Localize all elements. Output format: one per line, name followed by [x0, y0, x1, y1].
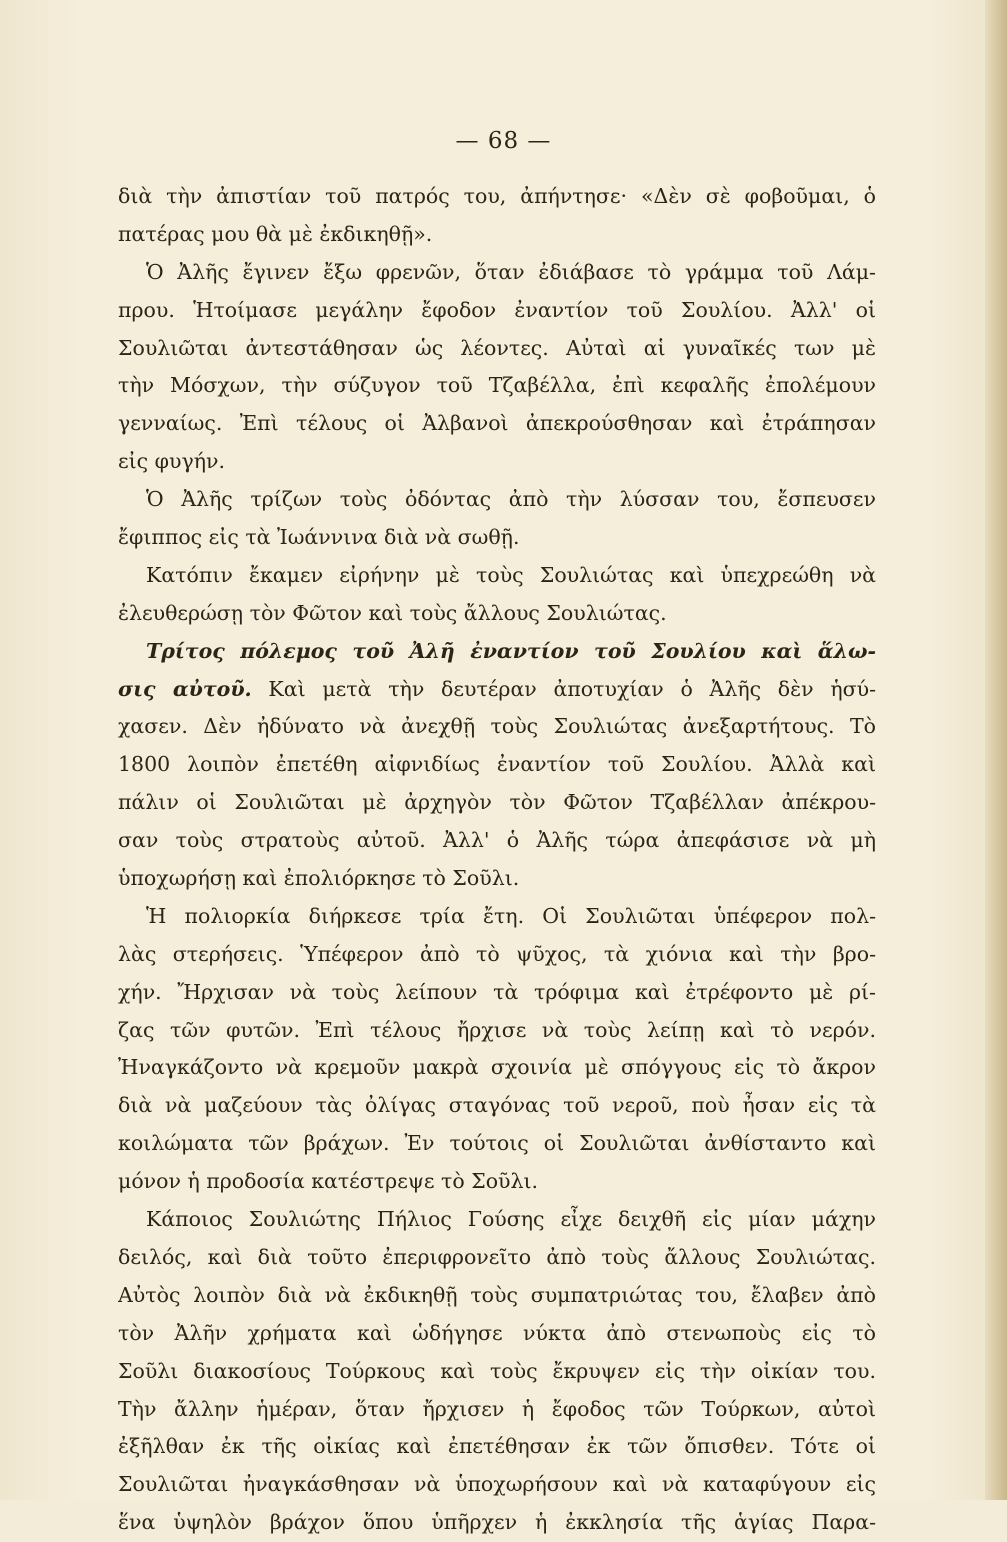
text-line: Κατόπιν ἔκαμεν εἰρήνην μὲ τοὺς Σουλιώτας καὶ ὑπεχρεώθη νὰ: [146, 562, 876, 587]
text-line: σαν τοὺς στρατοὺς αὐτοῦ. Ἀλλ' ὁ Ἀλῆς τώρα ἀπεφάσισε νὰ μὴ: [118, 828, 876, 853]
text-line: 1800 λοιπὸν ἐπετέθη αἰφνιδίως ἐναντίον τοῦ Σουλίου. Ἀλλὰ καὶ: [118, 752, 876, 777]
text-line: ἐξῆλθαν ἐκ τῆς οἰκίας καὶ ἐπετέθησαν ἐκ τῶν ὄπισθεν. Τότε οἱ: [118, 1434, 876, 1459]
text-line: λὰς στερήσεις. Ὑπέφερον ἀπὸ τὸ ψῦχος, τὰ χιόνια καὶ τὴν βρο-: [118, 941, 876, 966]
text-line: χασεν. Δὲν ἠδύνατο νὰ ἀνεχθῇ τοὺς Σουλιώτας ἀνεξαρτήτους. Τὸ: [118, 714, 876, 739]
section-heading: Τρίτος πόλεμος τοῦ Ἀλῆ ἐναντίον τοῦ Σουλίου καὶ ἅλω-: [146, 638, 876, 663]
text-line: ὑποχωρήσῃ καὶ ἐπολιόρκησε τὸ Σοῦλι.: [118, 866, 520, 891]
text-line: Σουλιῶται ἠναγκάσθησαν νὰ ὑποχωρήσουν καὶ νὰ καταφύγουν εἰς: [118, 1472, 876, 1497]
text-line: Ἡ πολιορκία διήρκεσε τρία ἔτη. Οἱ Σουλιῶται ὑπέφερον πολ-: [146, 903, 876, 928]
text-line: [118, 671, 876, 709]
text-line: τὸν Ἀλῆν χρήματα καὶ ὡδήγησε νύκτα ἀπὸ στενωποὺς εἰς τὸ: [118, 1320, 876, 1345]
text-line: Ὁ Ἀλῆς τρίζων τοὺς ὀδόντας ἀπὸ τὴν λύσσαν του, ἔσπευσεν: [146, 487, 876, 512]
text-line: Ὁ Ἀλῆς ἔγινεν ἔξω φρενῶν, ὅταν ἐδιάβασε τὸ γράμμα τοῦ Λάμ-: [146, 259, 876, 284]
page-edge-shadow: [985, 0, 1007, 1500]
text-line: ζας τῶν φυτῶν. Ἐπὶ τέλους ἤρχισε νὰ τοὺς λείπῃ καὶ τὸ νερόν.: [118, 1017, 876, 1042]
text-line: Κάποιος Σουλιώτης Πήλιος Γούσης εἶχε δειχθῆ εἰς μίαν μάχην: [146, 1207, 876, 1232]
text-line: δειλός, καὶ διὰ τοῦτο ἐπεριφρονεῖτο ἀπὸ τοὺς ἄλλους Σουλιώτας.: [118, 1244, 876, 1269]
text-line: κοιλώματα τῶν βράχων. Ἐν τούτοις οἱ Σουλιῶται ἀνθίσταντο καὶ: [118, 1131, 876, 1156]
text-line: Σοῦλι διακοσίους Τούρκους καὶ τοὺς ἔκρυψεν εἰς τὴν οἰκίαν του.: [118, 1358, 876, 1383]
text-span: Καὶ μετὰ τὴν δευτέραν ἀποτυχίαν ὁ Ἀλῆς δὲν ἡσύ-: [251, 676, 876, 701]
body-text: [118, 178, 876, 1542]
page-number: — 68 —: [455, 128, 552, 154]
section-heading-line: [118, 633, 876, 671]
text-line: χήν. Ἤρχισαν νὰ τοὺς λείπουν τὰ τρόφιμα καὶ ἐτρέφοντο μὲ ρί-: [118, 979, 876, 1004]
text-line: εἰς φυγήν.: [118, 449, 225, 474]
text-line: ἐλευθερώσῃ τὸν Φῶτον καὶ τοὺς ἄλλους Σουλιώτας.: [118, 600, 667, 625]
text-line: μόνον ἡ προδοσία κατέστρεψε τὸ Σοῦλι.: [118, 1169, 539, 1194]
text-line: Ἠναγκάζοντο νὰ κρεμοῦν μακρὰ σχοινία μὲ σπόγγους εἰς τὸ ἄκρον: [118, 1055, 876, 1080]
text-line: διὰ τὴν ἀπιστίαν τοῦ πατρός του, ἀπήντησε· «Δὲν σὲ φοβοῦμαι, ὁ: [118, 184, 876, 208]
text-line: διὰ νὰ μαζεύουν τὰς ὀλίγας σταγόνας τοῦ νεροῦ, ποὺ ἦσαν εἰς τὰ: [118, 1093, 876, 1118]
text-line: γενναίως. Ἐπὶ τέλους οἱ Ἀλβανοὶ ἀπεκρούσθησαν καὶ ἐτράπησαν: [118, 411, 876, 436]
text-line: Αὐτὸς λοιπὸν διὰ νὰ ἐκδικηθῇ τοὺς συμπατριώτας του, ἔλαβεν ἀπὸ: [118, 1282, 876, 1307]
section-heading-end: σις αὐτοῦ.: [118, 676, 252, 701]
text-line: ἔφιππος εἰς τὰ Ἰωάννινα διὰ νὰ σωθῇ.: [118, 525, 520, 550]
text-line: ἕνα ὑψηλὸν βράχον ὅπου ὑπῆρχεν ἡ ἐκκλησία τῆς ἁγίας Παρα-: [118, 1510, 876, 1535]
text-line: Σουλιῶται ἀντεστάθησαν ὡς λέοντες. Αὐταὶ αἱ γυναῖκές των μὲ: [118, 335, 876, 360]
text-line: Τὴν ἄλλην ἡμέραν, ὅταν ἤρχισεν ἡ ἔφοδος τῶν Τούρκων, αὐτοὶ: [118, 1396, 876, 1421]
text-line: τὴν Μόσχων, τὴν σύζυγον τοῦ Τζαβέλλα, ἐπὶ κεφαλῆς ἐπολέμουν: [118, 373, 876, 398]
text-line: πρου. Ἡτοίμασε μεγάλην ἔφοδον ἐναντίον τοῦ Σουλίου. Ἀλλ' οἱ: [118, 297, 876, 322]
text-line: πάλιν οἱ Σουλιῶται μὲ ἀρχηγὸν τὸν Φῶτον Τζαβέλλαν ἀπέκρου-: [118, 790, 876, 815]
text-line: πατέρας μου θὰ μὲ ἐκδικηθῇ».: [118, 221, 433, 246]
